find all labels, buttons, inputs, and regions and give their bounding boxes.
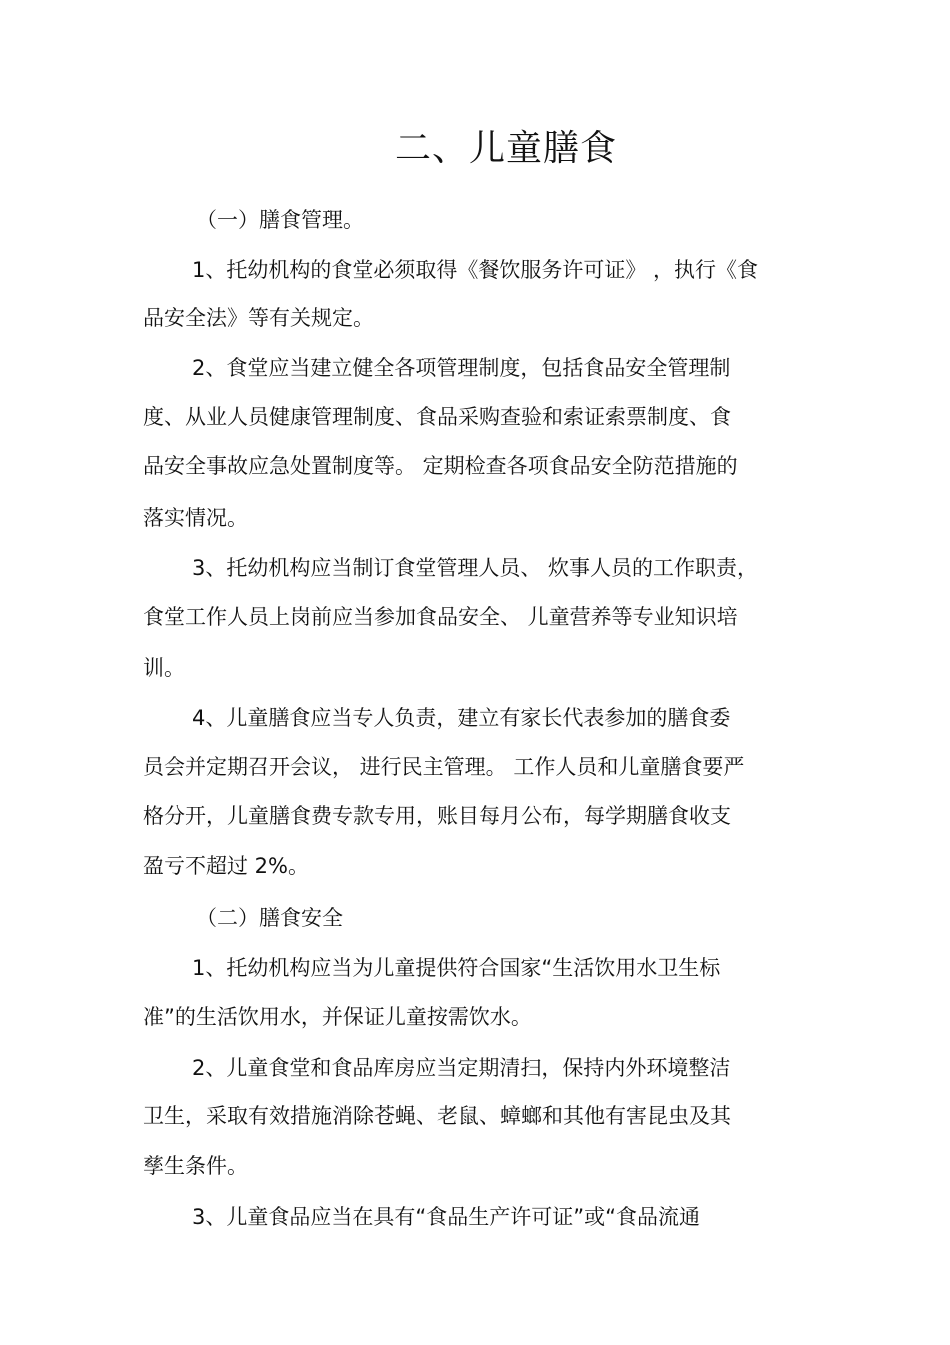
section-heading-2: （二）膳食安全 — [196, 906, 343, 930]
section-heading-1: （一）膳食管理。 — [196, 208, 364, 232]
paragraph-line: 3、儿童食品应当在具有“食品生产许可证”或“食品流通 — [192, 1205, 700, 1229]
paragraph-line: 准”的生活饮用水，并保证儿童按需饮水。 — [143, 1005, 532, 1029]
paragraph-line: 训。 — [143, 656, 185, 680]
paragraph-line: 2、儿童食堂和食品库房应当定期清扫，保持内外环境整洁 — [192, 1056, 731, 1080]
paragraph-line: 卫生，采取有效措施消除苍蝇、老鼠、蟑螂和其他有害昆虫及其 — [143, 1104, 731, 1128]
paragraph-line: 度、从业人员健康管理制度、食品采购查验和索证索票制度、食 — [143, 405, 731, 429]
page-title: 二、儿童膳食 — [394, 128, 617, 169]
paragraph-line: 品安全法》等有关规定。 — [143, 306, 374, 330]
paragraph-line: 落实情况。 — [143, 506, 248, 530]
paragraph-line: 4、儿童膳食应当专人负责，建立有家长代表参加的膳食委 — [192, 706, 731, 730]
paragraph-line: 1、托幼机构的食堂必须取得《餐饮服务许可证》 ，执行《食 — [192, 258, 759, 282]
paragraph-line: 品安全事故应急处置制度等。 定期检查各项食品安全防范措施的 — [143, 454, 738, 478]
paragraph-line: 员会并定期召开会议， 进行民主管理。 工作人员和儿童膳食要严 — [143, 755, 745, 779]
paragraph-line: 盈亏不超过 2%。 — [143, 854, 309, 878]
paragraph-line: 3、托幼机构应当制订食堂管理人员、 炊事人员的工作职责， — [192, 556, 759, 580]
paragraph-line: 2、食堂应当建立健全各项管理制度，包括食品安全管理制 — [192, 356, 731, 380]
paragraph-line: 1、托幼机构应当为儿童提供符合国家“生活饮用水卫生标 — [192, 956, 721, 980]
paragraph-line: 食堂工作人员上岗前应当参加食品安全、 儿童营养等专业知识培 — [143, 605, 738, 629]
paragraph-line: 格分开，儿童膳食费专款专用，账目每月公布，每学期膳食收支 — [143, 804, 731, 828]
paragraph-line: 孳生条件。 — [143, 1154, 248, 1178]
